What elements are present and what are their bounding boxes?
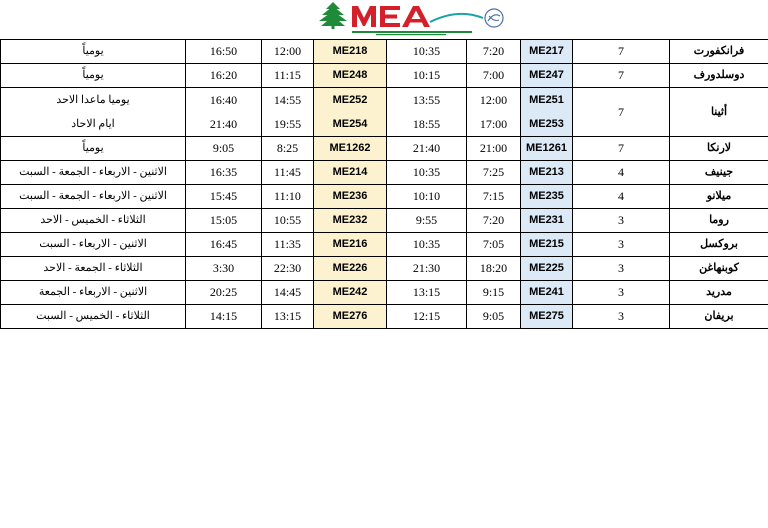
- outbound-arrival-cell: [387, 88, 467, 137]
- outbound-flight-cell: ME225: [521, 257, 573, 281]
- duration-cell: 3: [573, 281, 670, 305]
- sub-value: 21:40: [209, 117, 238, 131]
- sub-value: ME253: [529, 118, 564, 130]
- table-row: [1, 233, 768, 257]
- outbound-flight-cell: ME217: [521, 40, 573, 64]
- return-departure-cell: 11:35: [262, 233, 314, 257]
- operating-days-cell: الثلاثاء - الخميس - الاحد: [1, 209, 186, 233]
- return-departure-cell: 22:30: [262, 257, 314, 281]
- return-arrival-cell: 15:05: [186, 209, 262, 233]
- outbound-flight-cell: ME231: [521, 209, 573, 233]
- outbound-arrival-cell: 21:30: [387, 257, 467, 281]
- duration-cell: 3: [573, 305, 670, 329]
- header: [0, 0, 768, 40]
- destination-cell: كوبنهاغن: [670, 257, 768, 281]
- return-arrival-cell: 16:20: [186, 64, 262, 88]
- return-flight-cell: ME1262: [314, 137, 387, 161]
- outbound-flight-cell: ME275: [521, 305, 573, 329]
- operating-days-cell: الاثنين - الاربعاء - الجمعة - السبت: [1, 185, 186, 209]
- outbound-departure-cell: 7:20: [467, 40, 521, 64]
- outbound-arrival-cell: 10:15: [387, 64, 467, 88]
- table-row: [1, 257, 768, 281]
- duration-cell: 3: [573, 257, 670, 281]
- outbound-departure-cell: 9:05: [467, 305, 521, 329]
- return-departure-cell: 14:45: [262, 281, 314, 305]
- table-row: [1, 161, 768, 185]
- destination-cell: ميلانو: [670, 185, 768, 209]
- table-row: [1, 137, 768, 161]
- return-flight-cell: ME242: [314, 281, 387, 305]
- return-flight-cell: ME216: [314, 233, 387, 257]
- operating-days-cell: الاثنين - الاربعاء - الجمعة: [1, 281, 186, 305]
- cedar-logo-icon: [318, 0, 508, 40]
- outbound-flight-cell: ME1261: [521, 137, 573, 161]
- duration-cell: 3: [573, 209, 670, 233]
- sub-value: 14:55: [273, 93, 302, 107]
- outbound-flight-cell: [521, 88, 573, 137]
- return-departure-cell: 10:55: [262, 209, 314, 233]
- operating-days-cell: الاثنين - الاربعاء - السبت: [1, 233, 186, 257]
- destination-cell: فرانكفورت: [670, 40, 768, 64]
- return-arrival-cell: 20:25: [186, 281, 262, 305]
- destination-cell: أثينا: [670, 88, 768, 137]
- outbound-arrival-cell: 21:40: [387, 137, 467, 161]
- outbound-departure-cell: 21:00: [467, 137, 521, 161]
- return-flight-cell: ME276: [314, 305, 387, 329]
- return-flight-cell: ME214: [314, 161, 387, 185]
- outbound-departure-cell: 7:05: [467, 233, 521, 257]
- sub-value: 19:55: [273, 117, 302, 131]
- table-row: [1, 88, 768, 137]
- duration-cell: 7: [573, 40, 670, 64]
- table-row: [1, 305, 768, 329]
- mea-logo: [318, 0, 508, 40]
- return-departure-cell: 8:25: [262, 137, 314, 161]
- sub-value: 12:00: [479, 93, 508, 107]
- return-flight-cell: ME248: [314, 64, 387, 88]
- duration-cell: 4: [573, 161, 670, 185]
- sub-value: 13:55: [412, 93, 441, 107]
- operating-days-cell: يومياً: [1, 64, 186, 88]
- return-arrival-cell: 3:30: [186, 257, 262, 281]
- outbound-arrival-cell: 12:15: [387, 305, 467, 329]
- return-departure-cell: 12:00: [262, 40, 314, 64]
- return-departure-cell: 11:45: [262, 161, 314, 185]
- return-arrival-cell: 16:35: [186, 161, 262, 185]
- duration-cell: 7: [573, 88, 670, 137]
- return-arrival-cell: 16:50: [186, 40, 262, 64]
- table-row: [1, 185, 768, 209]
- outbound-departure-cell: 18:20: [467, 257, 521, 281]
- table-row: [1, 281, 768, 305]
- destination-cell: دوسلدورف: [670, 64, 768, 88]
- sub-value: ايام الاحاد: [71, 118, 115, 130]
- destination-cell: لارنكا: [670, 137, 768, 161]
- return-arrival-cell: [186, 88, 262, 137]
- table-row: [1, 40, 768, 64]
- outbound-departure-cell: 7:20: [467, 209, 521, 233]
- operating-days-cell: الثلاثاء - الجمعة - الاحد: [1, 257, 186, 281]
- operating-days-cell: يومياً: [1, 40, 186, 64]
- outbound-arrival-cell: 9:55: [387, 209, 467, 233]
- return-flight-cell: [314, 88, 387, 137]
- return-arrival-cell: 9:05: [186, 137, 262, 161]
- outbound-arrival-cell: 10:35: [387, 40, 467, 64]
- outbound-departure-cell: [467, 88, 521, 137]
- outbound-arrival-cell: 10:35: [387, 161, 467, 185]
- outbound-flight-cell: ME247: [521, 64, 573, 88]
- destination-cell: بروكسل: [670, 233, 768, 257]
- outbound-departure-cell: 9:15: [467, 281, 521, 305]
- return-departure-cell: [262, 88, 314, 137]
- sub-value: 17:00: [479, 117, 508, 131]
- destination-cell: روما: [670, 209, 768, 233]
- outbound-departure-cell: 7:00: [467, 64, 521, 88]
- flight-schedule-table: [0, 39, 768, 329]
- outbound-arrival-cell: 10:35: [387, 233, 467, 257]
- sub-value: ME251: [529, 94, 564, 106]
- table-row: [1, 209, 768, 233]
- return-arrival-cell: 16:45: [186, 233, 262, 257]
- sub-value: 16:40: [209, 93, 238, 107]
- return-departure-cell: 11:15: [262, 64, 314, 88]
- sub-value: ME252: [332, 94, 368, 106]
- outbound-flight-cell: ME241: [521, 281, 573, 305]
- outbound-departure-cell: 7:25: [467, 161, 521, 185]
- operating-days-cell: [1, 88, 186, 137]
- destination-cell: جينيف: [670, 161, 768, 185]
- outbound-arrival-cell: 10:10: [387, 185, 467, 209]
- return-departure-cell: 13:15: [262, 305, 314, 329]
- return-arrival-cell: 14:15: [186, 305, 262, 329]
- destination-cell: بريفان: [670, 305, 768, 329]
- table-row: [1, 64, 768, 88]
- operating-days-cell: يومياً: [1, 137, 186, 161]
- return-arrival-cell: 15:45: [186, 185, 262, 209]
- operating-days-cell: الثلاثاء - الخميس - السبت: [1, 305, 186, 329]
- return-flight-cell: ME226: [314, 257, 387, 281]
- duration-cell: 7: [573, 137, 670, 161]
- return-departure-cell: 11:10: [262, 185, 314, 209]
- outbound-departure-cell: 7:15: [467, 185, 521, 209]
- operating-days-cell: الاثنين - الاربعاء - الجمعة - السبت: [1, 161, 186, 185]
- outbound-flight-cell: ME235: [521, 185, 573, 209]
- return-flight-cell: ME218: [314, 40, 387, 64]
- outbound-flight-cell: ME213: [521, 161, 573, 185]
- outbound-arrival-cell: 13:15: [387, 281, 467, 305]
- sub-value: 18:55: [412, 117, 441, 131]
- duration-cell: 3: [573, 233, 670, 257]
- sub-value: يوميا ماعدا الاحد: [56, 94, 130, 106]
- duration-cell: 7: [573, 64, 670, 88]
- return-flight-cell: ME232: [314, 209, 387, 233]
- outbound-flight-cell: ME215: [521, 233, 573, 257]
- destination-cell: مدريد: [670, 281, 768, 305]
- sub-value: ME254: [332, 118, 368, 130]
- return-flight-cell: ME236: [314, 185, 387, 209]
- duration-cell: 4: [573, 185, 670, 209]
